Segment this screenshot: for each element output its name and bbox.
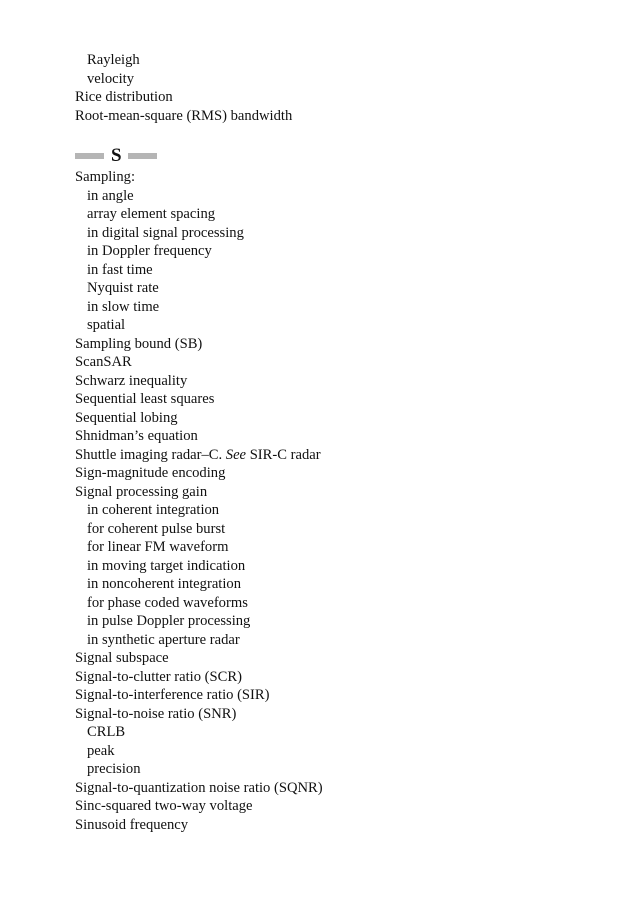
shuttle-entry-text: Shuttle imaging radar–C. (75, 446, 226, 463)
index-subentry: in Doppler frequency (87, 243, 212, 259)
section-letter: S (111, 145, 122, 166)
index-subentry: peak (87, 742, 115, 759)
index-subentry: velocity (87, 70, 135, 87)
index-subentry: Rayleigh (87, 52, 140, 68)
index-entry: Sampling: (75, 169, 135, 185)
index-entry: Signal-to-quantization noise ratio (SQNR) (75, 779, 323, 796)
index-subentry: for linear FM waveform (87, 539, 229, 555)
index-subentry: in fast time (87, 261, 153, 278)
index-entry: Sinc-squared two-way voltage (75, 798, 253, 814)
index-entry: Signal-to-clutter ratio (SCR) (75, 668, 242, 685)
index-subentry: in moving target indication (87, 557, 246, 574)
index-entry: Rice distribution (75, 89, 173, 105)
see-reference-label: See (225, 446, 247, 463)
index-subentry: in noncoherent integration (87, 576, 241, 592)
index-subentry: in coherent integration (87, 502, 220, 518)
section-heading (75, 144, 615, 168)
index-subentry: precision (87, 761, 141, 777)
see-reference-target: SIR-C radar (246, 446, 321, 463)
index-subentry: spatial (87, 317, 126, 333)
index-subentry: for coherent pulse burst (87, 520, 226, 537)
index-entry: ScanSAR (75, 354, 132, 370)
index-subentry: in slow time (87, 298, 160, 315)
index-entry: Sampling bound (SB) (75, 335, 203, 352)
index-entry: Signal subspace (75, 650, 169, 666)
index-subentry: in pulse Doppler processing (87, 613, 251, 629)
index-subentry: array element spacing (87, 206, 216, 222)
index-top-entries (75, 51, 615, 125)
index-entry: Sinusoid frequency (75, 816, 189, 833)
index-entry: Signal-to-interference ratio (SIR) (75, 687, 270, 703)
index-entry: Sequential least squares (75, 391, 215, 407)
index-subentry: in synthetic aperture radar (87, 631, 240, 648)
index-subentry: for phase coded waveforms (87, 594, 248, 611)
heading-rule-right (128, 153, 157, 159)
index-entry: Signal processing gain (75, 483, 208, 500)
index-subentry: in digital signal processing (87, 224, 244, 241)
section-spacer (75, 125, 615, 144)
index-s-entries-a (75, 168, 615, 446)
index-page (75, 51, 615, 834)
index-entry: Sequential lobing (75, 409, 178, 426)
index-subentry: CRLB (87, 724, 126, 740)
index-entry: Root-mean-square (RMS) bandwidth (75, 107, 293, 124)
index-entry: Signal-to-noise ratio (SNR) (75, 705, 237, 722)
heading-rule-left (75, 153, 104, 159)
index-subentry: Nyquist rate (87, 280, 159, 296)
index-subentry: in angle (87, 187, 134, 204)
index-entry: Sign-magnitude encoding (75, 465, 226, 481)
index-entry: Shnidman’s equation (75, 428, 198, 444)
index-entry-shuttle (75, 446, 615, 465)
index-entry: Schwarz inequality (75, 372, 188, 389)
index-s-entries-b (75, 464, 615, 834)
